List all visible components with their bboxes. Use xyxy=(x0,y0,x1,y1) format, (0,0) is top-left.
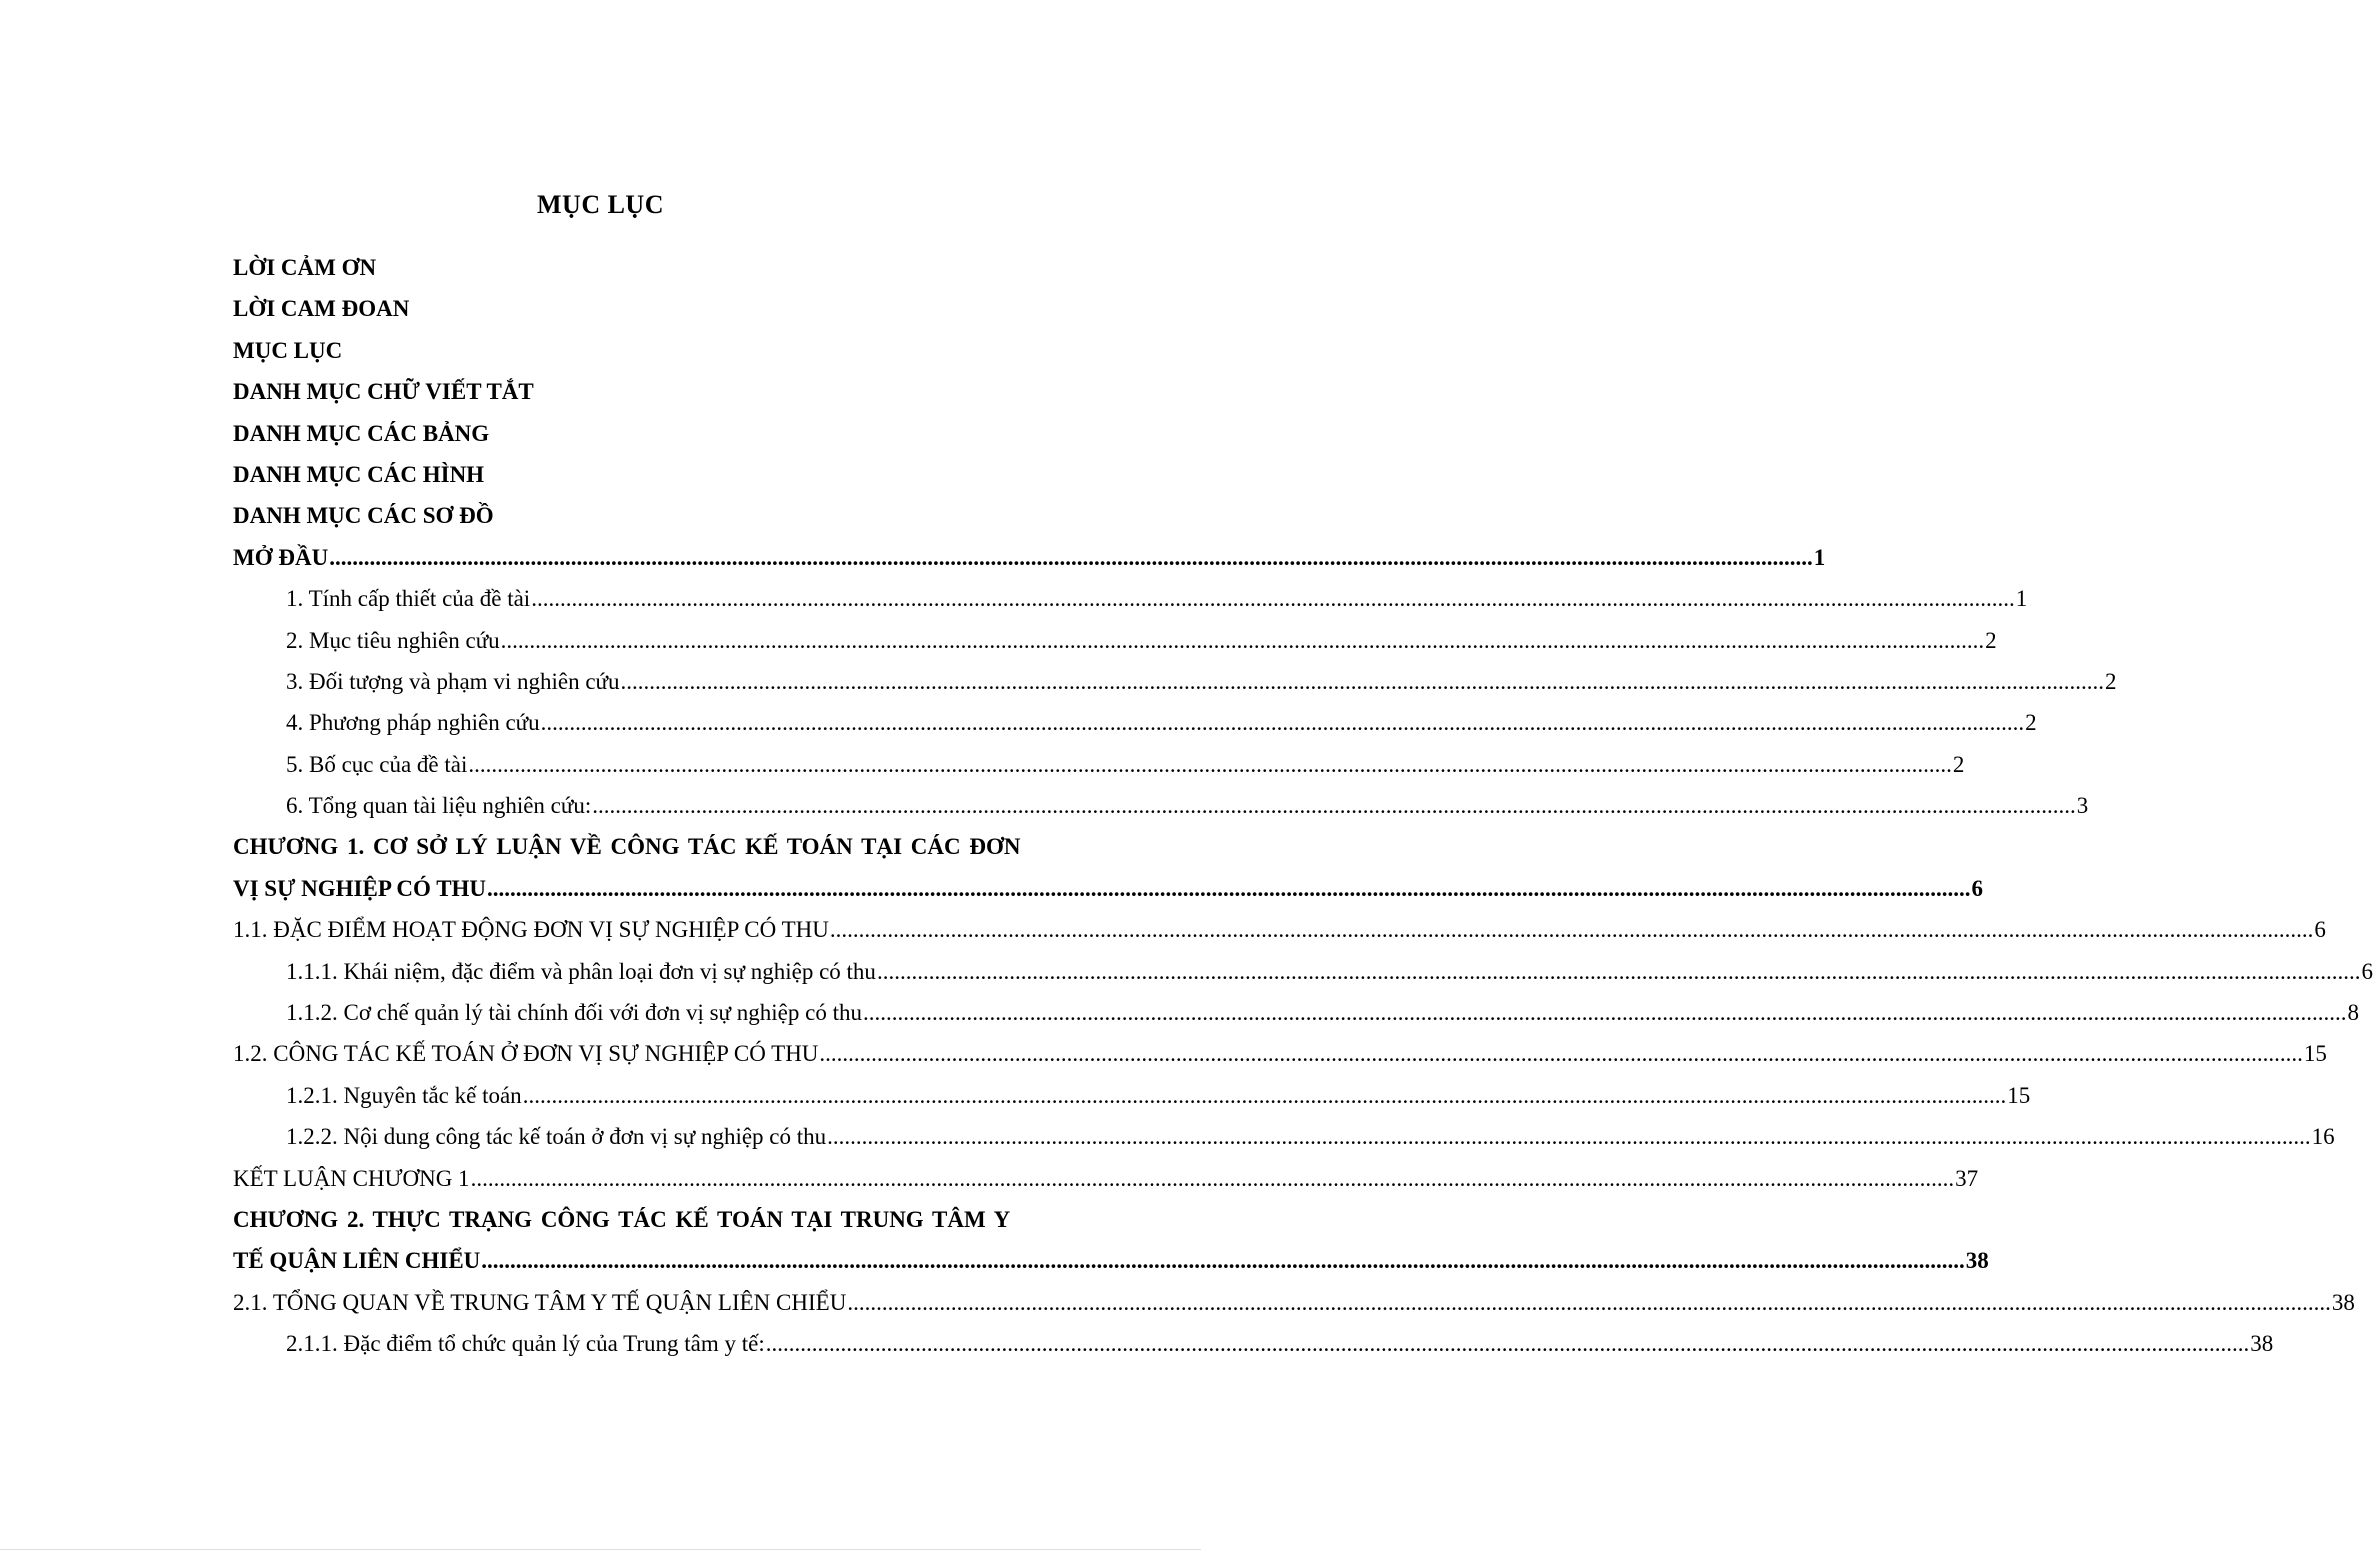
toc-leader-dots: .................................................................................................................................................................................................................................................................. xyxy=(876,958,2361,984)
toc-page-number: 38 xyxy=(1965,1248,1989,1274)
toc-page-number: 8 xyxy=(2347,1000,2359,1026)
toc-leader-dots: .................................................................................................................................................................................................................................................................. xyxy=(329,544,1813,570)
toc-entry xyxy=(233,1158,1979,1199)
toc-leader-dots: .................................................................................................................................................................................................................................................................. xyxy=(531,586,2015,612)
table-of-contents xyxy=(233,247,2373,1365)
toc-entry-label: 2.1. TỔNG QUAN VỀ TRUNG TÂM Y TẾ QUẬN LIÊN CHIỂU xyxy=(233,1289,847,1315)
toc-leader-dots: .................................................................................................................................................................................................................................................................. xyxy=(827,1124,2311,1150)
toc-leader-dots: .................................................................................................................................................................................................................................................................. xyxy=(819,1041,2303,1067)
toc-leader-dots: .................................................................................................................................................................................................................................................................. xyxy=(470,1165,1955,1191)
toc-entry xyxy=(233,620,1997,661)
toc-leader-dots: .................................................................................................................................................................................................................................................................. xyxy=(829,917,2314,943)
toc-leader-dots: .................................................................................................................................................................................................................................................................. xyxy=(468,751,1952,777)
toc-entry-label: VỊ SỰ NGHIỆP CÓ THU xyxy=(233,875,487,901)
page-bottom-edge xyxy=(0,1549,1201,1550)
toc-entry-label: 1.1.2. Cơ chế quản lý tài chính đối với đơn vị sự nghiệp có thu xyxy=(286,1000,862,1026)
toc-page-number: 15 xyxy=(2007,1082,2031,1108)
toc-entry-label: 1. Tính cấp thiết của đề tài xyxy=(286,586,531,612)
toc-entry-label: MỞ ĐẦU xyxy=(233,544,329,570)
toc-front-matter-item: LỜI CAM ĐOAN xyxy=(233,296,410,322)
toc-entry xyxy=(233,992,2359,1033)
toc-entry-label: TẾ QUẬN LIÊN CHIỂU xyxy=(233,1248,481,1274)
toc-entry-label: 1.1.1. Khái niệm, đặc điểm và phân loại đơn vị sự nghiệp có thu xyxy=(286,958,876,984)
toc-leader-dots: .................................................................................................................................................................................................................................................................. xyxy=(620,668,2104,694)
toc-front-matter-item: DANH MỤC CÁC BẢNG xyxy=(233,420,490,446)
toc-front-matter-item: DANH MỤC CÁC SƠ ĐỒ xyxy=(233,503,494,529)
toc-page-number: 2 xyxy=(2025,710,2037,736)
toc-chapter-2-heading: CHƯƠNG 2. THỰC TRẠNG CÔNG TÁC KẾ TOÁN TẠI TRUNG TÂM Y xyxy=(233,1206,1011,1232)
toc-entry xyxy=(233,702,2037,743)
toc-leader-dots: .................................................................................................................................................................................................................................................................. xyxy=(847,1289,2331,1315)
toc-front-matter-item: DANH MỤC CÁC HÌNH xyxy=(233,461,485,487)
toc-entry xyxy=(233,1075,2031,1116)
toc-front-matter-item: DANH MỤC CHỮ VIẾT TẮT xyxy=(233,379,534,405)
toc-chapter-2-heading-cont xyxy=(233,1240,1989,1281)
toc-entry-label: 1.1. ĐẶC ĐIỂM HOẠT ĐỘNG ĐƠN VỊ SỰ NGHIỆP CÓ THU xyxy=(233,917,829,943)
toc-entry xyxy=(233,1323,2274,1364)
toc-page-number: 2 xyxy=(1952,751,1965,777)
toc-entry-label: 5. Bố cục của đề tài xyxy=(286,751,468,777)
toc-entry xyxy=(233,951,2373,992)
toc-page-number: 16 xyxy=(2311,1124,2335,1150)
toc-leader-dots: .................................................................................................................................................................................................................................................................. xyxy=(500,627,1985,653)
toc-chapter-1-heading: CHƯƠNG 1. CƠ SỞ LÝ LUẬN VỀ CÔNG TÁC KẾ TOÁN TẠI CÁC ĐƠN xyxy=(233,834,1021,860)
toc-entry xyxy=(233,744,1965,785)
toc-page-number: 38 xyxy=(2250,1331,2274,1357)
toc-leader-dots: .................................................................................................................................................................................................................................................................. xyxy=(481,1248,1965,1274)
toc-chapter-1-heading-cont xyxy=(233,868,1984,909)
toc-entry xyxy=(233,1033,2327,1074)
toc-entry xyxy=(233,1116,2335,1157)
toc-leader-dots: .................................................................................................................................................................................................................................................................. xyxy=(592,793,2076,819)
toc-entry xyxy=(233,909,2326,950)
toc-entry-mo-dau xyxy=(233,537,1826,578)
toc-page-number: 37 xyxy=(1955,1165,1979,1191)
toc-page-number: 15 xyxy=(2303,1041,2327,1067)
toc-entry-label: 6. Tổng quan tài liệu nghiên cứu: xyxy=(286,793,592,819)
toc-leader-dots: .................................................................................................................................................................................................................................................................. xyxy=(487,875,1971,901)
toc-entry-label: 1.2. CÔNG TÁC KẾ TOÁN Ở ĐƠN VỊ SỰ NGHIỆP CÓ THU xyxy=(233,1041,819,1067)
toc-entry-label: 1.2.2. Nội dung công tác kế toán ở đơn vị sự nghiệp có thu xyxy=(286,1124,827,1150)
toc-page-number: 1 xyxy=(1813,544,1826,570)
toc-page-number: 6 xyxy=(2361,958,2373,984)
toc-entry-label: 1.2.1. Nguyên tắc kế toán xyxy=(286,1082,522,1108)
toc-page-number: 6 xyxy=(2314,917,2326,943)
toc-page-number: 6 xyxy=(1971,875,1984,901)
toc-page-number: 1 xyxy=(2015,586,2028,612)
toc-front-matter-item: MỤC LỤC xyxy=(233,337,343,363)
toc-leader-dots: .................................................................................................................................................................................................................................................................. xyxy=(540,710,2025,736)
toc-entry-label: 2. Mục tiêu nghiên cứu xyxy=(286,627,500,653)
toc-entry-label: 3. Đối tượng và phạm vi nghiên cứu xyxy=(286,668,620,694)
toc-entry xyxy=(233,661,2117,702)
page-title: MỤC LỤC xyxy=(537,190,664,219)
toc-page-number: 3 xyxy=(2076,793,2089,819)
toc-entry xyxy=(233,578,2028,619)
toc-entry xyxy=(233,1282,2355,1323)
toc-entry-label: 2.1.1. Đặc điểm tổ chức quản lý của Trung tâm y tế: xyxy=(286,1331,765,1357)
toc-page-number: 2 xyxy=(2105,668,2117,694)
toc-leader-dots: .................................................................................................................................................................................................................................................................. xyxy=(765,1331,2250,1357)
toc-page-number: 2 xyxy=(1985,627,1997,653)
toc-entry-label: 4. Phương pháp nghiên cứu xyxy=(286,710,540,736)
toc-leader-dots: .................................................................................................................................................................................................................................................................. xyxy=(862,1000,2347,1026)
toc-leader-dots: .................................................................................................................................................................................................................................................................. xyxy=(522,1082,2007,1108)
toc-front-matter-item: LỜI CẢM ƠN xyxy=(233,255,377,280)
toc-entry xyxy=(233,785,2089,826)
toc-entry-label: KẾT LUẬN CHƯƠNG 1 xyxy=(233,1165,470,1191)
toc-page-number: 38 xyxy=(2331,1289,2355,1315)
